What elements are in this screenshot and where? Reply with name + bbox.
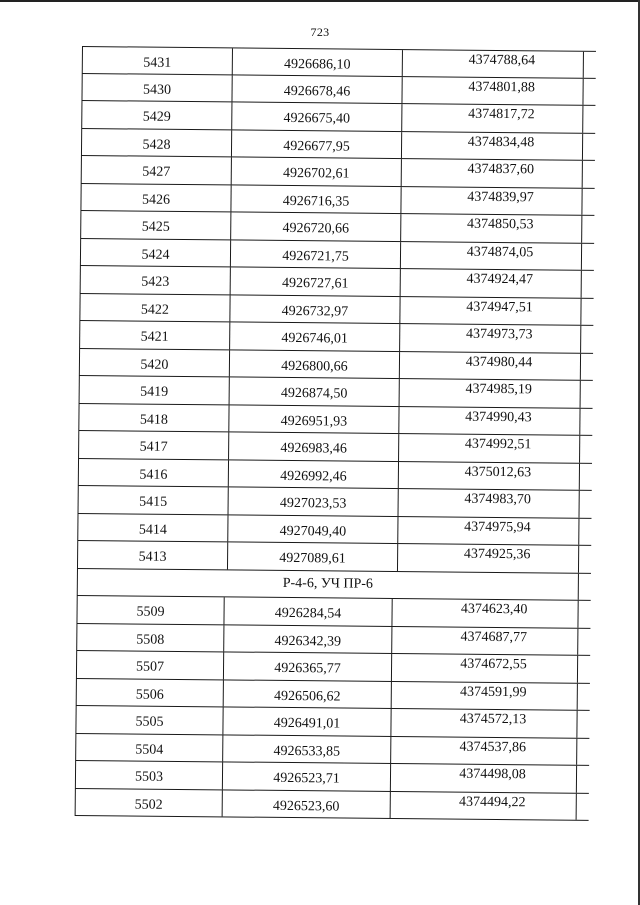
point-number-cell: 5506 [76,678,223,706]
y-coordinate-cell: 4374537,86 [390,736,577,764]
y-coordinate-cell: 4374983,70 [398,489,580,517]
x-coordinate-cell: 4926533,85 [222,735,390,763]
point-number-cell: 5421 [79,321,229,349]
x-coordinate-cell: 4926746,01 [229,322,399,350]
x-coordinate-cell: 4927023,53 [228,487,398,515]
x-coordinate-cell: 4926983,46 [228,432,398,460]
y-coordinate-cell: 4374839,97 [400,187,582,215]
x-coordinate-cell: 4926702,61 [231,157,401,185]
point-number-cell: 5413 [77,541,227,569]
section-title: Р-4-6, УЧ ПР-6 [77,568,579,599]
y-coordinate-cell: 4374494,22 [390,791,577,819]
table-block-1 [77,46,596,573]
x-coordinate-cell: 4926992,46 [228,460,398,488]
y-coordinate-cell: 4374572,13 [390,709,577,737]
y-coordinate-cell: 4374498,08 [390,764,577,792]
y-coordinate-cell: 4374817,72 [401,104,583,132]
x-coordinate-cell: 4926675,40 [231,102,401,130]
y-coordinate-cell: 4374975,94 [397,517,579,545]
coordinate-table [75,46,596,821]
point-number-cell: 5427 [81,156,231,184]
x-coordinate-cell: 4927049,40 [227,515,397,543]
y-coordinate-cell: 4374985,19 [399,379,581,407]
y-coordinate-cell: 4374591,99 [391,681,578,709]
y-coordinate-cell: 4374837,60 [401,159,583,187]
point-number-cell: 5424 [80,238,230,266]
point-number-cell: 5414 [77,513,227,541]
point-number-cell: 5508 [76,623,223,651]
point-number-cell: 5507 [76,651,223,679]
x-coordinate-cell: 4926727,61 [230,267,400,295]
x-coordinate-cell: 4926523,60 [222,790,390,818]
point-number-cell: 5418 [78,403,228,431]
x-coordinate-cell: 4926732,97 [229,295,399,323]
point-number-cell: 5429 [81,101,231,129]
y-coordinate-cell: 4374924,47 [400,269,582,297]
page-number: 723 [310,25,330,39]
y-coordinate-cell: 4374801,88 [401,77,583,105]
x-coordinate-cell: 4926951,93 [228,405,398,433]
x-coordinate-cell: 4926800,66 [229,350,399,378]
y-coordinate-cell: 4374623,40 [391,599,578,627]
x-coordinate-cell: 4926720,66 [230,212,400,240]
point-number-cell: 5504 [75,733,222,761]
point-number-cell: 5428 [81,128,231,156]
point-number-cell: 5417 [78,431,228,459]
table-row [75,788,589,820]
x-coordinate-cell: 4927089,61 [227,542,397,570]
x-coordinate-cell: 4926506,62 [223,680,391,708]
y-coordinate-cell: 4374788,64 [402,50,584,77]
table-block-2 [75,596,591,821]
point-number-cell: 5430 [81,73,231,101]
y-coordinate-cell: 4374992,51 [398,434,580,462]
x-coordinate-cell: 4926365,77 [223,652,391,680]
point-number-cell: 5416 [78,458,228,486]
x-coordinate-cell: 4926523,71 [222,762,390,790]
point-number-cell: 5502 [75,788,222,816]
y-coordinate-cell: 4374980,44 [399,352,581,380]
y-coordinate-cell: 4375012,63 [398,462,580,490]
x-coordinate-cell: 4926491,01 [222,707,390,735]
y-coordinate-cell: 4374672,55 [391,654,578,682]
y-coordinate-cell: 4374687,77 [391,626,578,654]
x-coordinate-cell: 4926677,95 [231,130,401,158]
point-number-cell: 5509 [76,596,223,624]
point-number-cell: 5422 [79,293,229,321]
point-number-cell: 5505 [75,706,222,734]
point-number-cell: 5503 [75,761,222,789]
x-coordinate-cell: 4926284,54 [223,597,391,625]
point-number-cell: 5423 [80,266,230,294]
page-edge-top [0,0,640,2]
x-coordinate-cell: 4926678,46 [231,75,401,103]
point-number-cell: 5431 [82,47,232,74]
y-coordinate-cell: 4374850,53 [400,214,582,242]
point-number-cell: 5420 [79,348,229,376]
x-coordinate-cell: 4926686,10 [232,48,402,75]
point-number-cell: 5425 [80,211,230,239]
y-coordinate-cell: 4374990,43 [398,407,580,435]
y-coordinate-cell: 4374973,73 [399,324,581,352]
point-number-cell: 5419 [79,376,229,404]
point-number-cell: 5415 [78,486,228,514]
y-coordinate-cell: 4374947,51 [399,297,581,325]
x-coordinate-cell: 4926874,50 [229,377,399,405]
x-coordinate-cell: 4926716,35 [230,185,400,213]
x-coordinate-cell: 4926721,75 [230,240,400,268]
x-coordinate-cell: 4926342,39 [223,625,391,653]
y-coordinate-cell: 4374834,48 [401,132,583,160]
y-coordinate-cell: 4374874,05 [400,242,582,270]
point-number-cell: 5426 [80,183,230,211]
y-coordinate-cell: 4374925,36 [397,544,579,572]
